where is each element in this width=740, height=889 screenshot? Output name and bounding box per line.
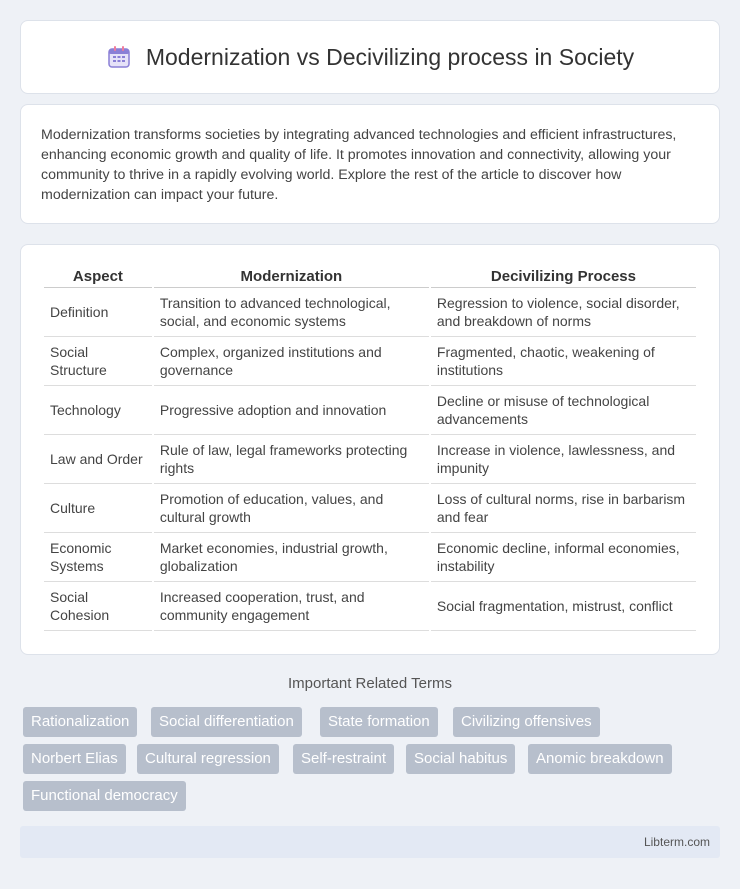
decivilizing-cell: Fragmented, chaotic, weakening of institutions: [431, 337, 696, 386]
table-row: [44, 435, 696, 484]
related-term-tag[interactable]: Self-restraint: [293, 744, 394, 774]
related-term-tag[interactable]: Rationalization: [23, 707, 137, 737]
decivilizing-cell: Social fragmentation, mistrust, conflict: [431, 582, 696, 631]
table-row: [44, 337, 696, 386]
related-term-tag[interactable]: Anomic breakdown: [528, 744, 672, 774]
table-row: [44, 484, 696, 533]
table-row: [44, 288, 696, 337]
related-term-tag[interactable]: Cultural regression: [137, 744, 279, 774]
intro-card: [20, 104, 720, 224]
table-row: [44, 533, 696, 582]
related-term-tag[interactable]: Functional democracy: [23, 781, 186, 811]
aspect-cell: Law and Order: [44, 435, 152, 484]
aspect-cell: Social Structure: [44, 337, 152, 386]
related-terms-title: Important Related Terms: [288, 675, 452, 692]
modernization-cell: Transition to advanced technological, social, and economic systems: [154, 288, 429, 337]
column-header-decivilizing: Decivilizing Process: [431, 265, 696, 288]
decivilizing-cell: Economic decline, informal economies, instability: [431, 533, 696, 582]
modernization-cell: Complex, organized institutions and governance: [154, 337, 429, 386]
footer: [20, 826, 720, 858]
intro-text: Modernization transforms societies by integrating advanced technologies and efficient infrastructures, enhancing economic growth and quality of life. It promotes innovation and connectivity, allowing your community to thrive in a rapidly evolving world. Explore the rest of the article to discover how modernization can impact your future.: [41, 127, 677, 203]
modernization-cell: Rule of law, legal frameworks protecting rights: [154, 435, 429, 484]
comparison-table: [42, 265, 698, 631]
aspect-cell: Technology: [44, 386, 152, 435]
page-title: Modernization vs Decivilizing process in Society: [145, 43, 635, 70]
header-card: [20, 20, 720, 94]
related-term-tag[interactable]: Social habitus: [406, 744, 515, 774]
related-term-tag[interactable]: State formation: [320, 707, 438, 737]
modernization-cell: Market economies, industrial growth, globalization: [154, 533, 429, 582]
aspect-cell: Economic Systems: [44, 533, 152, 582]
table-row: [44, 582, 696, 631]
related-term-tag[interactable]: Norbert Elias: [23, 744, 126, 774]
modernization-cell: Progressive adoption and innovation: [154, 386, 429, 435]
column-header-aspect: Aspect: [44, 265, 152, 288]
modernization-cell: Promotion of education, values, and cultural growth: [154, 484, 429, 533]
related-term-tag[interactable]: Civilizing offensives: [453, 707, 600, 737]
modernization-cell: Increased cooperation, trust, and community engagement: [154, 582, 429, 631]
table-header-row: [44, 265, 696, 288]
table-row: [44, 386, 696, 435]
decivilizing-cell: Decline or misuse of technological advancements: [431, 386, 696, 435]
decivilizing-cell: Regression to violence, social disorder, and breakdown of norms: [431, 288, 696, 337]
related-term-tag[interactable]: Social differentiation: [151, 707, 302, 737]
column-header-modernization: Modernization: [154, 265, 429, 288]
decivilizing-cell: Increase in violence, lawlessness, and impunity: [431, 435, 696, 484]
footer-site-link[interactable]: Libterm.com: [643, 835, 710, 849]
aspect-cell: Culture: [44, 484, 152, 533]
aspect-cell: Definition: [44, 288, 152, 337]
decivilizing-cell: Loss of cultural norms, rise in barbarism and fear: [431, 484, 696, 533]
calendar-icon: [106, 44, 132, 70]
comparison-table-card: [20, 244, 720, 655]
aspect-cell: Social Cohesion: [44, 582, 152, 631]
